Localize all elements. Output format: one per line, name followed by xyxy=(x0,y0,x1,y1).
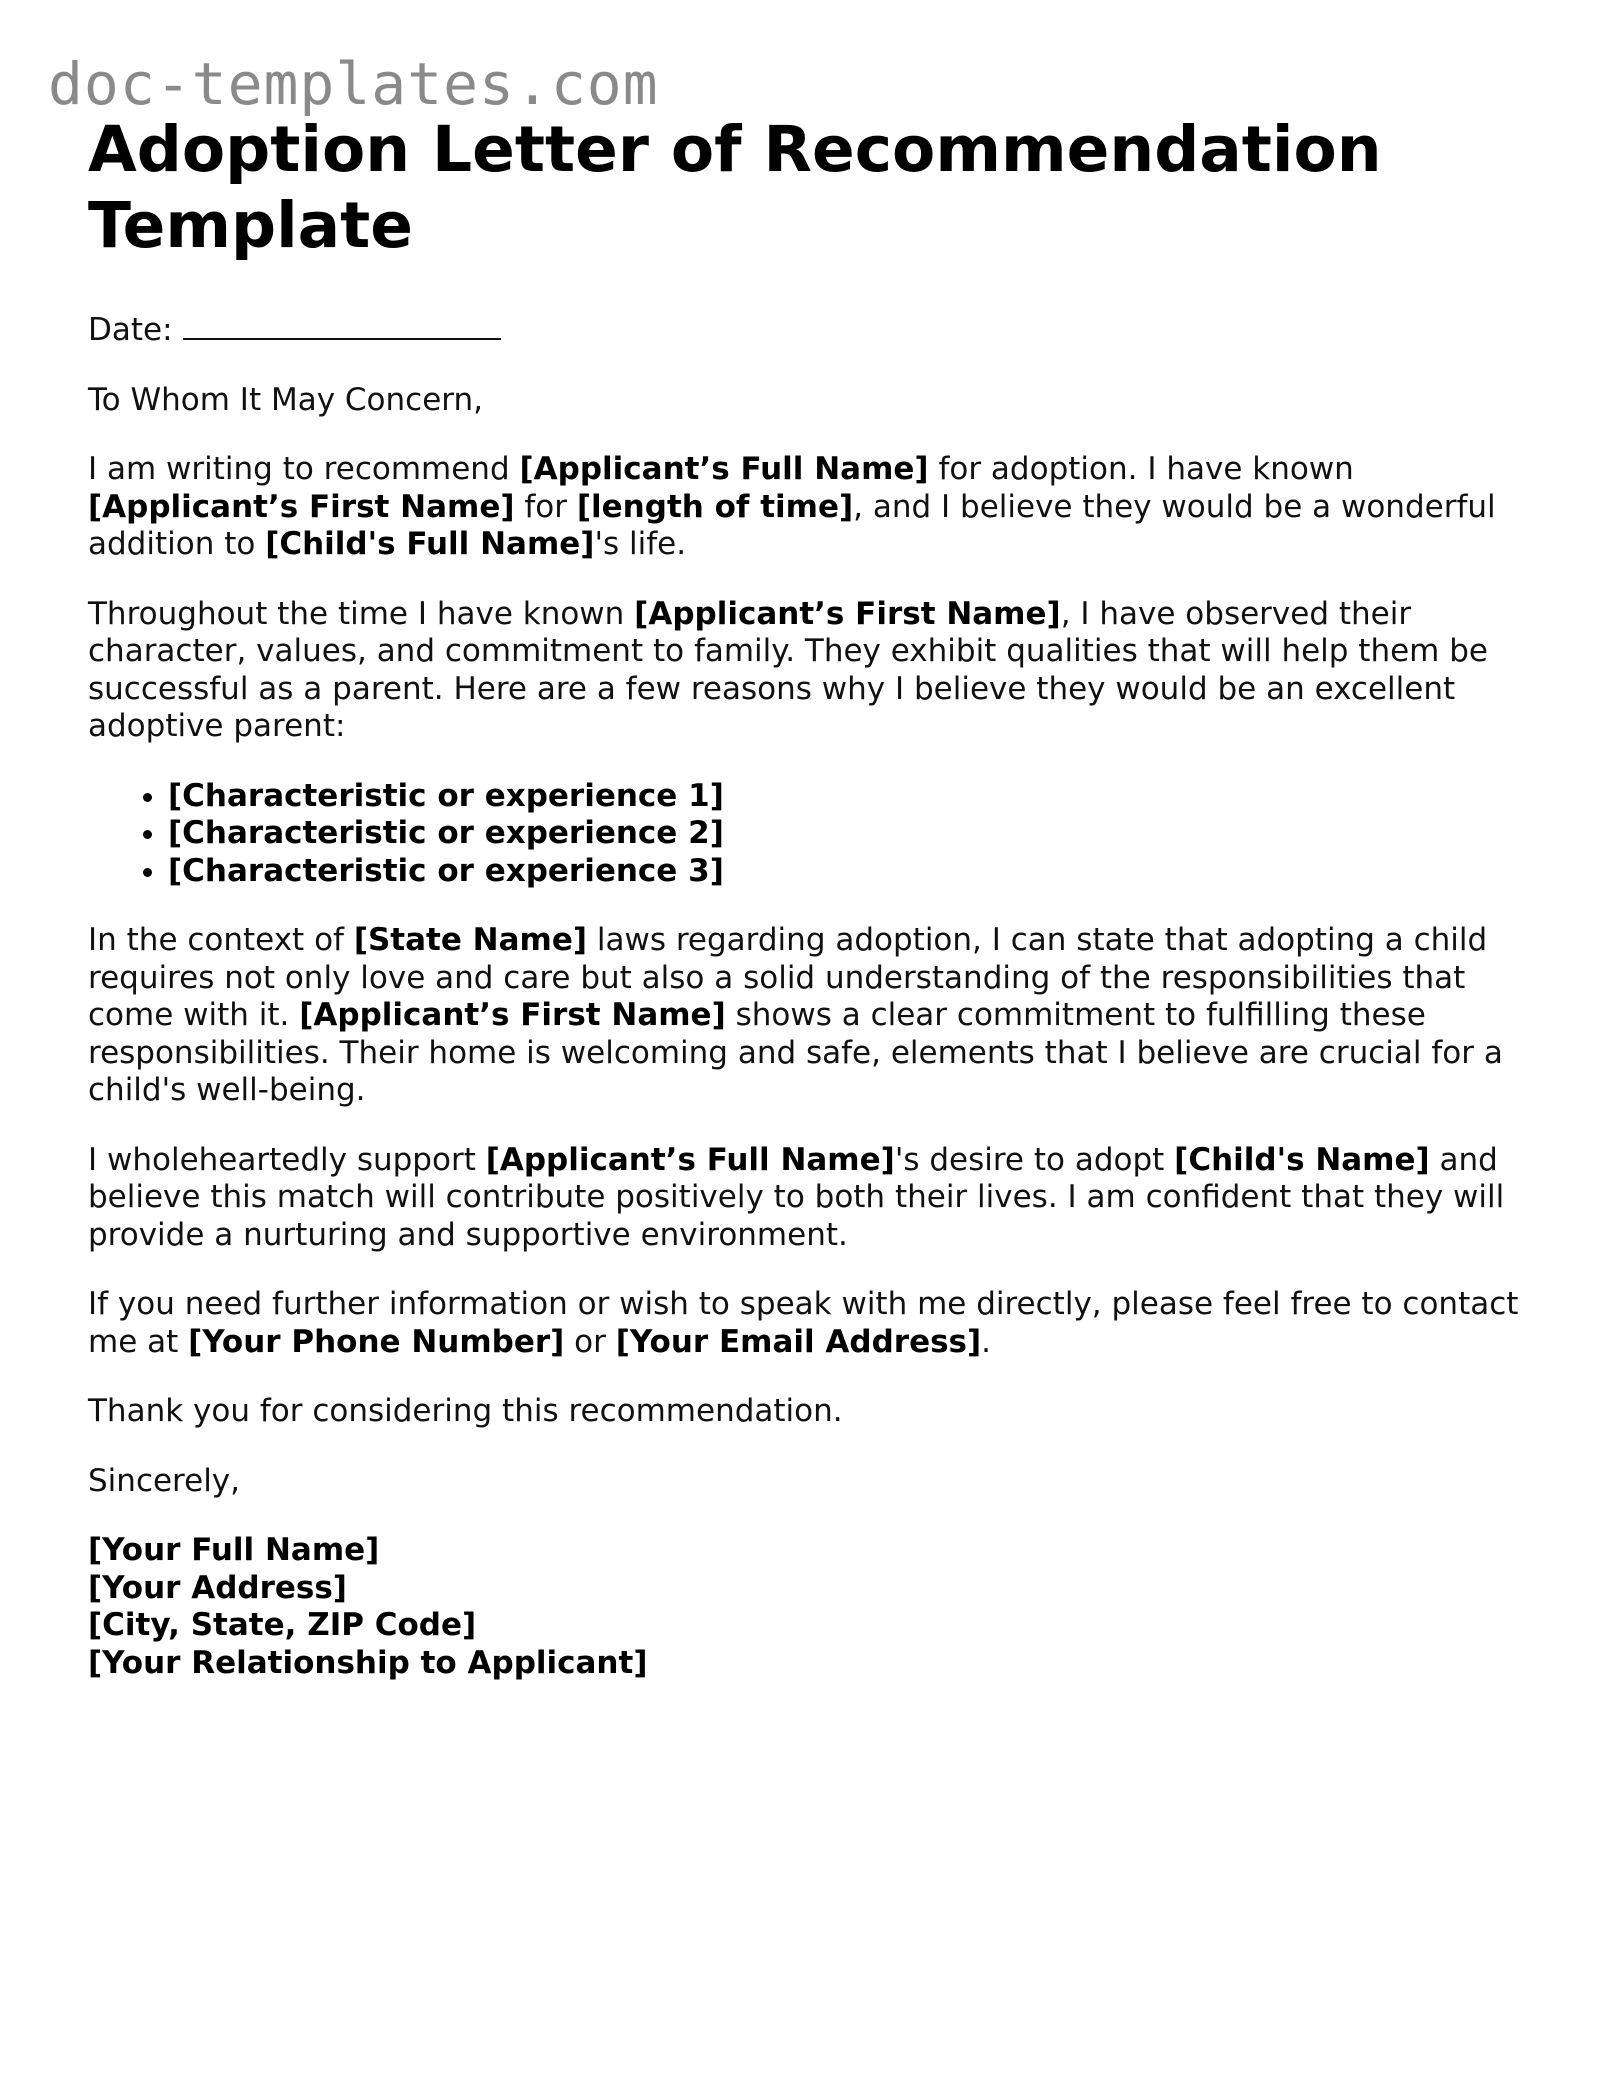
placeholder-applicant-first-name: [Applicant’s First Name] xyxy=(299,997,726,1033)
intro-paragraph xyxy=(88,451,1528,564)
placeholder-email-address: [Your Email Address] xyxy=(615,1323,982,1360)
list-item: • [Characteristic or experience 2] xyxy=(168,815,1528,853)
placeholder-child-full-name: [Child's Full Name] xyxy=(265,526,595,562)
text: for xyxy=(514,488,577,525)
text: and believe this match will contribute positively to both their lives. I am confident that they will provide a nurturing and supportive environment. xyxy=(88,1141,1505,1253)
placeholder-state-name: [State Name] xyxy=(353,922,588,958)
text: , I have observed their character, values, and commitment to family. They exhibit qualities that will help them be successful as a parent. Here are a few reasons why I believe they would be an excellent adoptive parent: xyxy=(88,595,1488,744)
text: . xyxy=(981,1323,992,1360)
placeholder-applicant-first-name: [Applicant’s First Name] xyxy=(634,595,1061,632)
support-paragraph xyxy=(88,1142,1528,1255)
date-label: Date: xyxy=(88,312,173,348)
reasons-list xyxy=(88,778,1528,891)
contact-paragraph xyxy=(88,1286,1528,1361)
signature-block xyxy=(88,1532,1528,1682)
placeholder-your-address: [Your Address] xyxy=(88,1569,347,1606)
closing-line: Sincerely, xyxy=(88,1462,241,1499)
text: Throughout the time I have known xyxy=(88,595,635,632)
salutation: To Whom It May Concern, xyxy=(88,381,483,418)
character-paragraph xyxy=(88,596,1528,746)
text: , and I believe they would be a wonderful addition to xyxy=(88,488,1496,562)
date-line xyxy=(88,308,1528,350)
text: If you need further information or wish to speak with me directly, please feel free to contact me at xyxy=(88,1286,1519,1360)
thanks-line: Thank you for considering this recommendation. xyxy=(88,1393,843,1429)
placeholder-phone-number: [Your Phone Number] xyxy=(188,1323,565,1360)
watermark: doc-templates.com xyxy=(48,50,659,118)
placeholder-applicant-full-name: [Applicant’s Full Name] xyxy=(519,451,929,487)
placeholder-relationship: [Your Relationship to Applicant] xyxy=(88,1644,648,1681)
text: I am writing to recommend xyxy=(88,451,520,487)
page-title: Adoption Letter of Recommendation Template xyxy=(88,113,1382,262)
placeholder-your-full-name: [Your Full Name] xyxy=(88,1532,380,1568)
placeholder-city-state-zip: [City, State, ZIP Code] xyxy=(88,1607,477,1643)
list-item: • [Characteristic or experience 1] xyxy=(168,778,1528,816)
text: I wholeheartedly support xyxy=(88,1141,486,1178)
state-law-paragraph xyxy=(88,922,1528,1110)
placeholder-applicant-full-name: [Applicant’s Full Name] xyxy=(485,1141,895,1178)
list-item: • [Characteristic or experience 3] xyxy=(168,853,1528,891)
text: laws regarding adoption, I can state that adopting a child requires not only love and care but also a solid understanding of the responsibilities that come with it. xyxy=(88,922,1488,1033)
text: shows a clear commitment to fulfilling these responsibilities. Their home is welcoming and safe, elements that I believe are crucial for a child's well-being. xyxy=(88,997,1503,1108)
text: 's desire to adopt xyxy=(894,1141,1175,1178)
text: In the context of xyxy=(88,922,354,958)
placeholder-applicant-first-name: [Applicant’s First Name] xyxy=(88,488,515,525)
date-blank-field[interactable] xyxy=(183,308,501,340)
placeholder-length-of-time: [length of time] xyxy=(576,488,854,525)
letter-page xyxy=(88,112,1528,1682)
text: for adoption. I have known xyxy=(928,451,1354,487)
placeholder-child-name: [Child's Name] xyxy=(1174,1141,1430,1178)
text: 's life. xyxy=(594,526,687,562)
text: or xyxy=(564,1323,616,1360)
